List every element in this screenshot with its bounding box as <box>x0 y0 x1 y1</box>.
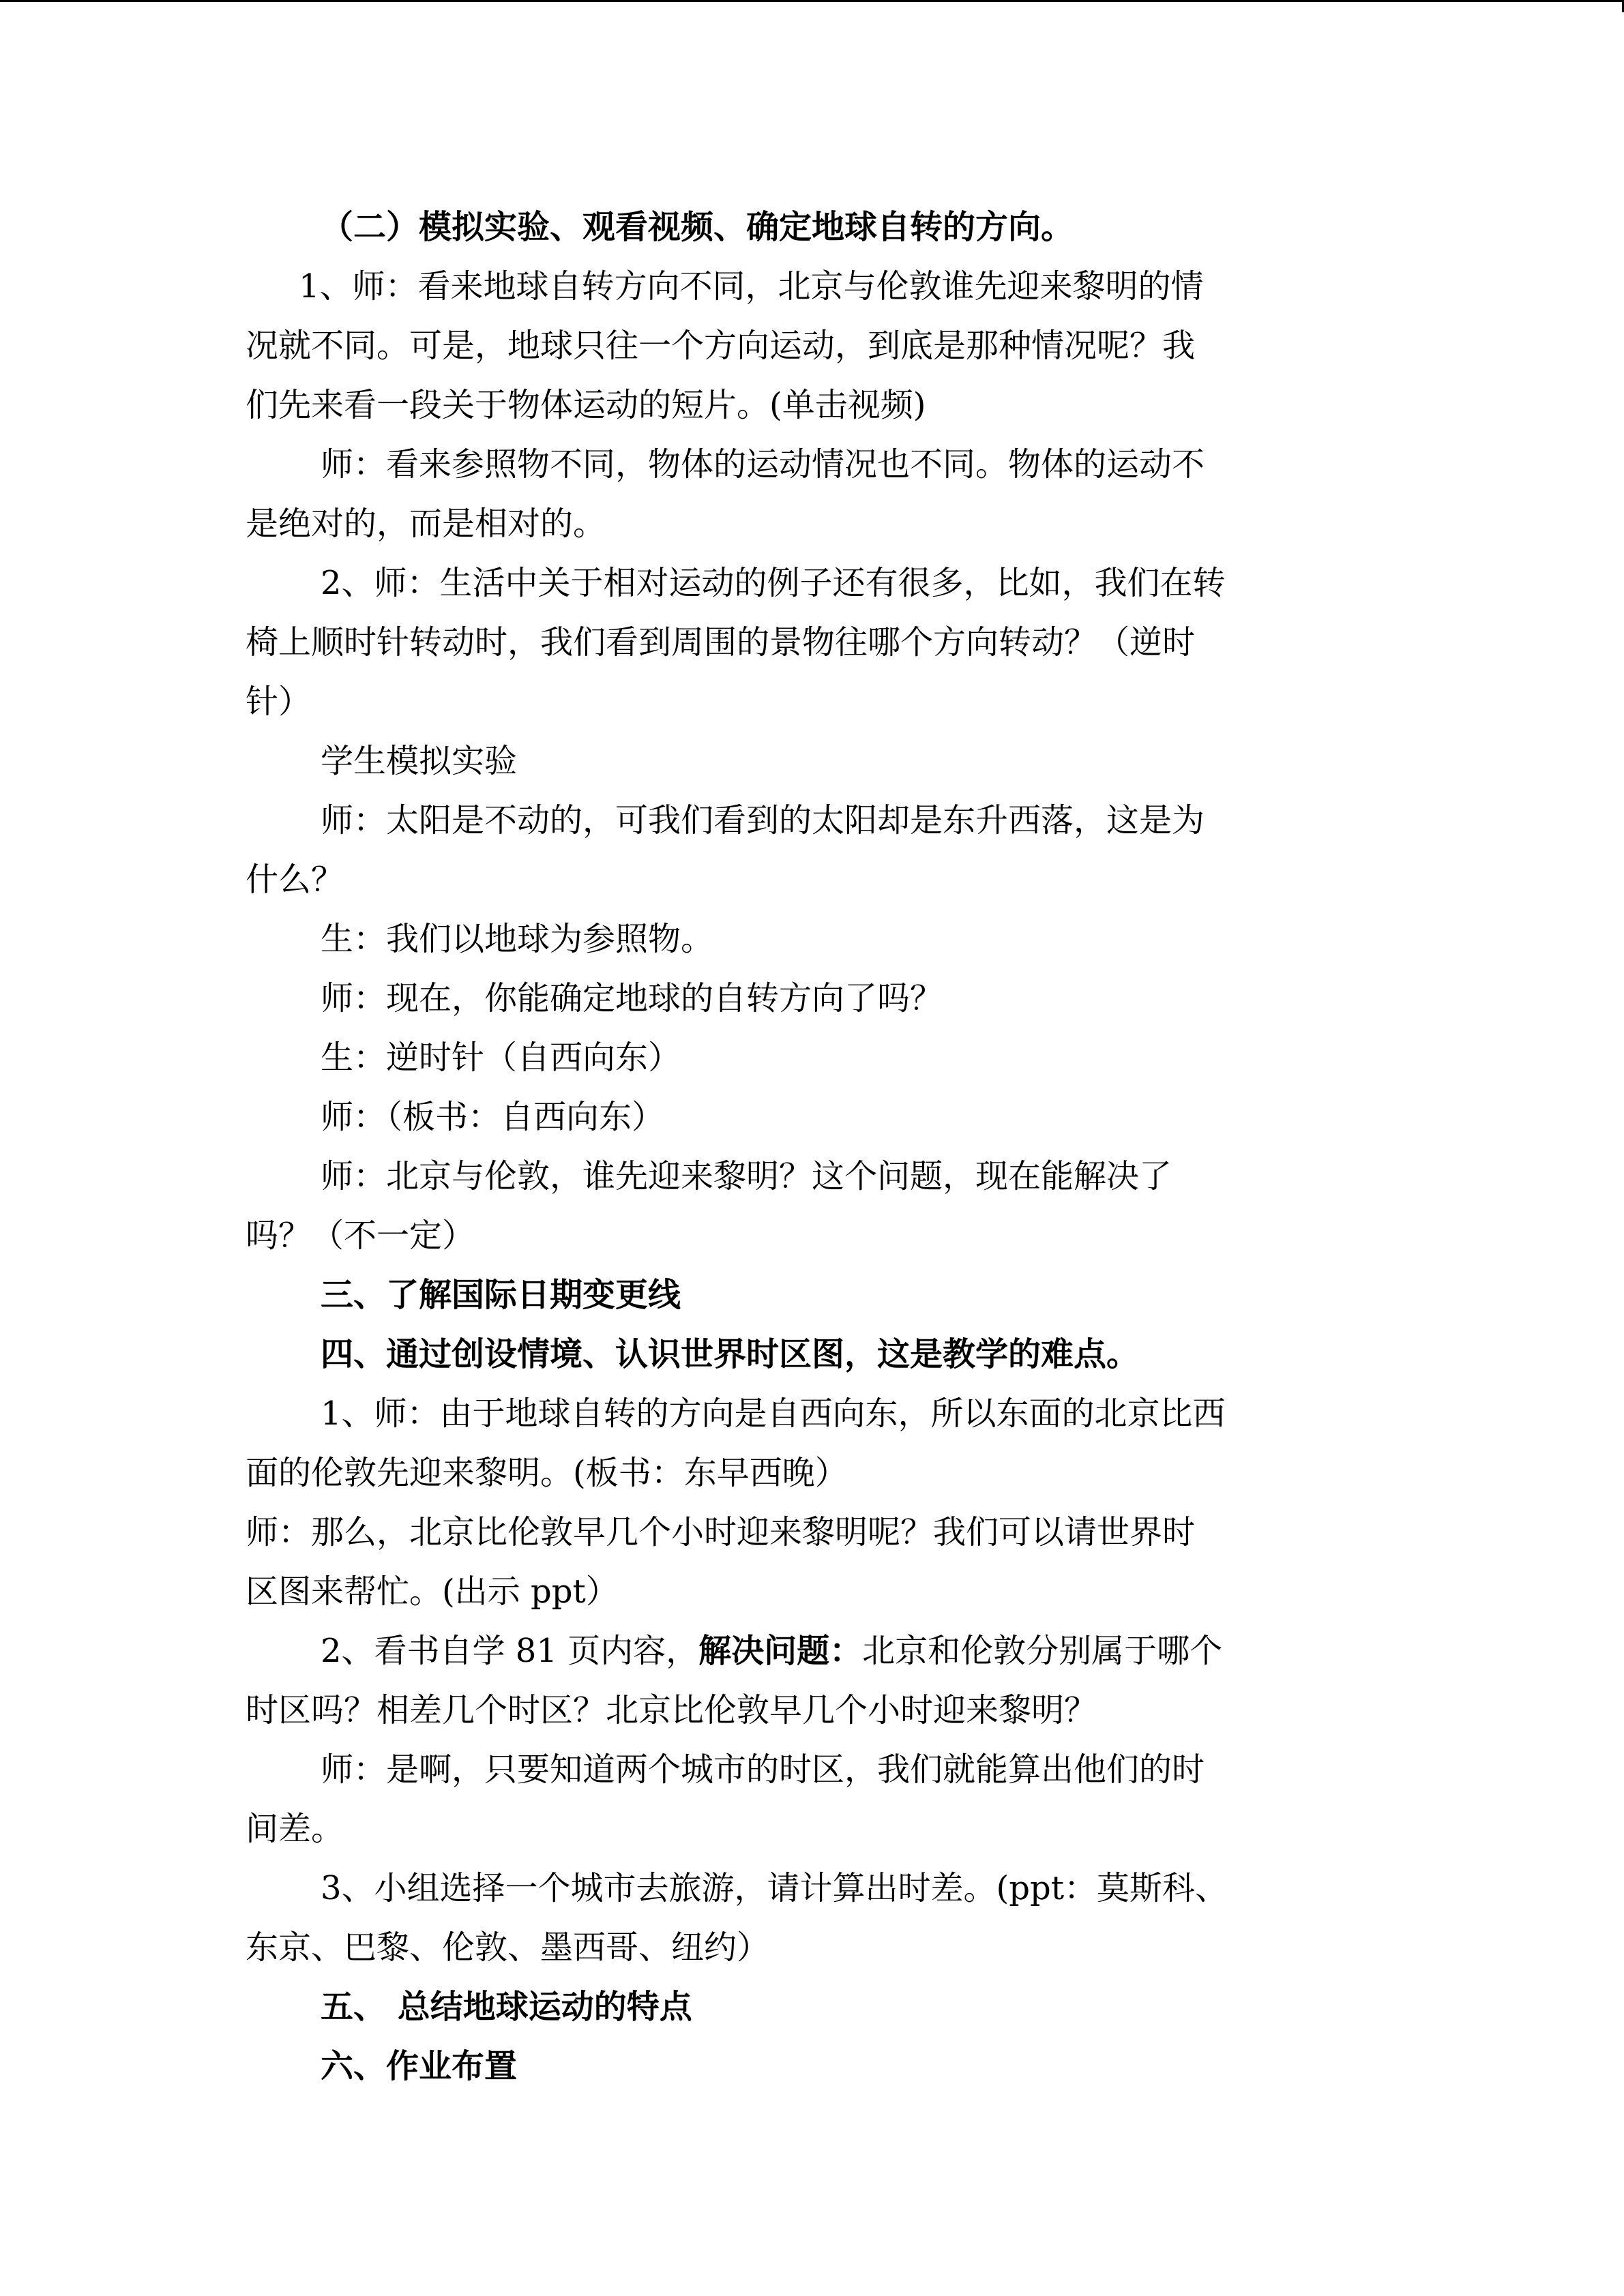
paragraph-line: 师：是啊，只要知道两个城市的时区，我们就能算出他们的时 <box>321 1750 1205 1789</box>
paragraph-line: 们先来看一段关于物体运动的短片。(单击视频) <box>246 386 926 424</box>
paragraph-line: 是绝对的，而是相对的。 <box>246 505 606 543</box>
section-heading-5: 五、 总结地球运动的特点 <box>321 1988 692 2026</box>
item-number: 2、 <box>321 1632 374 1670</box>
paragraph-line: 时区吗？相差几个时区？北京比伦敦早几个小时迎来黎明？ <box>246 1691 1097 1729</box>
bold-label: 解决问题： <box>698 1632 863 1670</box>
section-heading-4: 四、通过创设情境、认识世界时区图，这是教学的难点。 <box>321 1335 1140 1373</box>
section-heading-2: （二）模拟实验、观看视频、确定地球自转的方向。 <box>321 208 1074 246</box>
paragraph-line: 吗？（不一定） <box>246 1217 475 1255</box>
paragraph-line: 面的伦敦先迎来黎明。(板书：东早西晚） <box>246 1454 848 1492</box>
top-border-line <box>0 0 1624 2</box>
paragraph-line: 3、小组选择一个城市去旅游，请计算出时差。(ppt：莫斯科、 <box>321 1869 1228 1907</box>
paragraph-line: 学生模拟实验 <box>321 742 518 780</box>
text-run: 北京和伦敦分别属于哪个 <box>862 1632 1223 1670</box>
paragraph-line-mixed <box>246 1622 1391 1681</box>
paragraph-line: 师：（板书：自西向东） <box>321 1098 665 1136</box>
paragraph-line: 师：看来参照物不同，物体的运动情况也不同。物体的运动不 <box>321 445 1205 483</box>
paragraph-line: 间差。 <box>246 1810 344 1848</box>
section-heading-3: 三、了解国际日期变更线 <box>321 1276 681 1314</box>
text-run: 看书自学 81 页内容， <box>374 1632 699 1670</box>
paragraph-line: 师：那么，北京比伦敦早几个小时迎来黎明呢？我们可以请世界时 <box>246 1513 1196 1551</box>
paragraph-line: 东京、巴黎、伦敦、墨西哥、纽约） <box>246 1928 770 1967</box>
paragraph-line: 1、师：由于地球自转的方向是自西向东，所以东面的北京比西 <box>321 1395 1226 1433</box>
paragraph-line: 2、师：生活中关于相对运动的例子还有很多，比如，我们在转 <box>321 564 1226 602</box>
paragraph-line: 况就不同。可是，地球只往一个方向运动，到底是那种情况呢？我 <box>246 327 1196 365</box>
paragraph-line: 针） <box>246 683 312 721</box>
paragraph-line: 生：逆时针（自西向东） <box>321 1039 681 1077</box>
paragraph-line: 什么？ <box>246 861 344 899</box>
document-page <box>246 198 1391 2096</box>
paragraph-line: 师：现在，你能确定地球的自转方向了吗？ <box>321 979 943 1017</box>
paragraph-line: 师：北京与伦敦，谁先迎来黎明？这个问题，现在能解决了 <box>321 1157 1172 1195</box>
paragraph-line: 区图来帮忙。(出示 ppt） <box>246 1572 619 1611</box>
paragraph-line: 椅上顺时针转动时，我们看到周围的景物往哪个方向转动？（逆时 <box>246 623 1196 661</box>
paragraph-line: 生：我们以地球为参照物。 <box>321 920 714 958</box>
paragraph-line: 1、师：看来地球自转方向不同，北京与伦敦谁先迎来黎明的情 <box>299 267 1204 305</box>
paragraph-line: 师：太阳是不动的，可我们看到的太阳却是东升西落，这是为 <box>321 801 1205 839</box>
section-heading-6: 六、作业布置 <box>321 2047 518 2085</box>
